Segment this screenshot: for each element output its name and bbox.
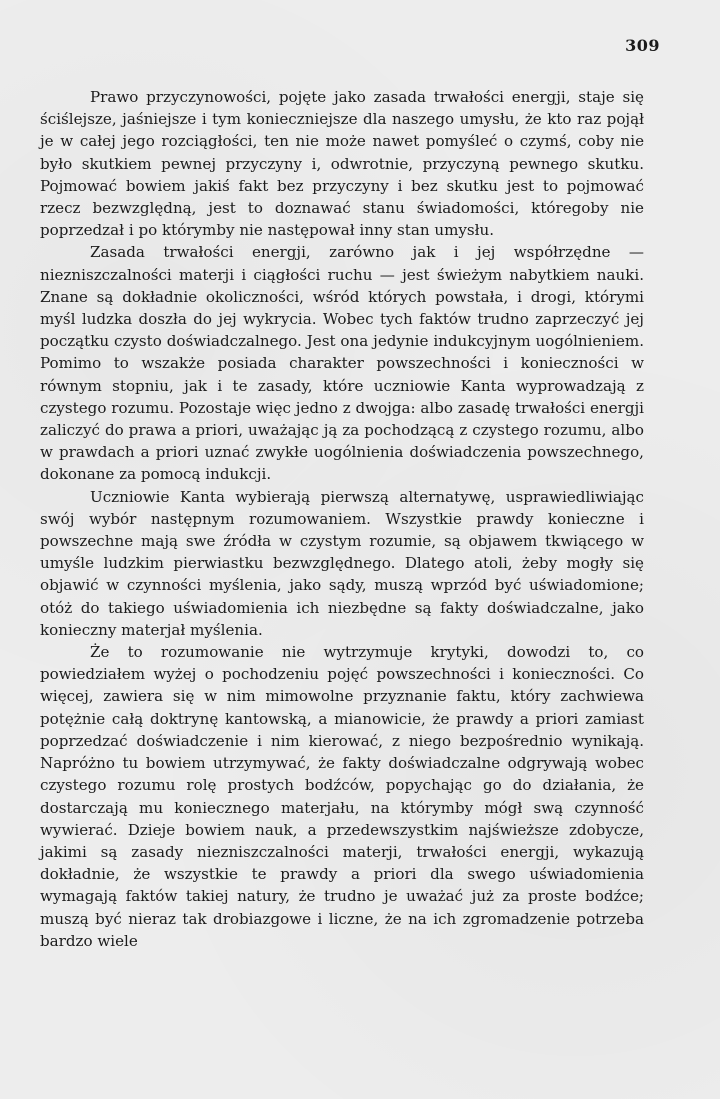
paragraph-1: Prawo przyczynowości, pojęte jako zasada trwałości energji, staje się ściślejsze, jaśniejsze i tym konieczniejsze dla naszego umysłu, że kto raz pojął je w całej jego rozciągłości, ten nie może nawet pomyśleć o czymś, coby nie było skutkiem pewnej przyczyny i, odwrotnie, przyczyną pewnego skutku. Pojmować bowiem jakiś fakt bez przyczyny i bez skutku jest to pojmować rzecz bezwzględną, jest to doznawać stanu świadomości, któregoby nie poprzedzał i po którymby nie następował inny stan umysłu. (40, 88, 644, 240)
page-number: 309 (625, 36, 660, 55)
paragraph-2: Zasada trwałości energji, zarówno jak i jej współrzędne — niezniszczalności materji i ciągłości ruchu — jest świeżym nabytkiem nauki. Znane są dokładnie okoliczności, wśród których powstała, i drogi, którymi myśl ludzka doszła do jej wykrycia. Wobec tych faktów trudno zaprzeczyć jej początku czysto doświadczalnego. Jest ona jedynie indukcyjnym uogólnieniem. Pomimo to wszakże posiada charakter powszechności i konieczności w równym stopniu, jak i te zasady, które uczniowie Kanta wyprowadzają z czystego rozumu. Pozostaje więc jedno z dwojga: albo zasadę trwałości energji zaliczyć do prawa a priori, uważając ją za pochodzącą z czystego rozumu, albo w prawdach a priori uznać zwykłe uogólnienia doświadczenia powszechnego, dokonane za pomocą indukcji. (40, 243, 644, 484)
paragraph-3: Uczniowie Kanta wybierają pierwszą alternatywę, usprawiedliwiając swój wybór następnym rozumowaniem. Wszystkie prawdy konieczne i powszechne mają swe źródła w czystym rozumie, są objawem tkwiącego w umyśle ludzkim pierwiastku bezwzględnego. Dlatego atoli, żeby mogły się objawić w czynności myślenia, jako sądy, muszą wprzód być uświadomione; otóż do takiego uświadomienia ich niezbędne są fakty doświadczalne, jako konieczny materjał myślenia. (40, 487, 644, 639)
paragraph-4: Że to rozumowanie nie wytrzymuje krytyki, dowodzi to, co powiedziałem wyżej o pochodzeniu pojęć powszechności i konieczności. Co więcej, zawiera się w nim mimowolne przyznanie faktu, który zachwiewa potężnie całą doktrynę kantowską, a mianowicie, że prawdy a priori zamiast poprzedzać doświadczenie i nim kierować, z niego bezpośrednio wynikają. Napróżno tu bowiem utrzymywać, że fakty doświadczalne odgrywają wobec czystego rozumu rolę prostych bodźców, popychając go do działania, że dostarczają mu koniecznego materjału, na którymby mógł swą czynność wywierać. Dzieje bowiem nauk, a przedewszystkim najświeższe zdobycze, jakimi są zasady niezniszczalności materji, trwałości energji, wykazują dokładnie, że wszystkie te prawdy a priori dla swego uświadomienia wymagają faktów takiej natury, że trudno je uważać już za proste bodźce; muszą być nieraz tak drobiazgowe i liczne, że na ich zgromadzenie potrzeba bardzo wiele (40, 643, 644, 950)
body-text (40, 86, 644, 952)
